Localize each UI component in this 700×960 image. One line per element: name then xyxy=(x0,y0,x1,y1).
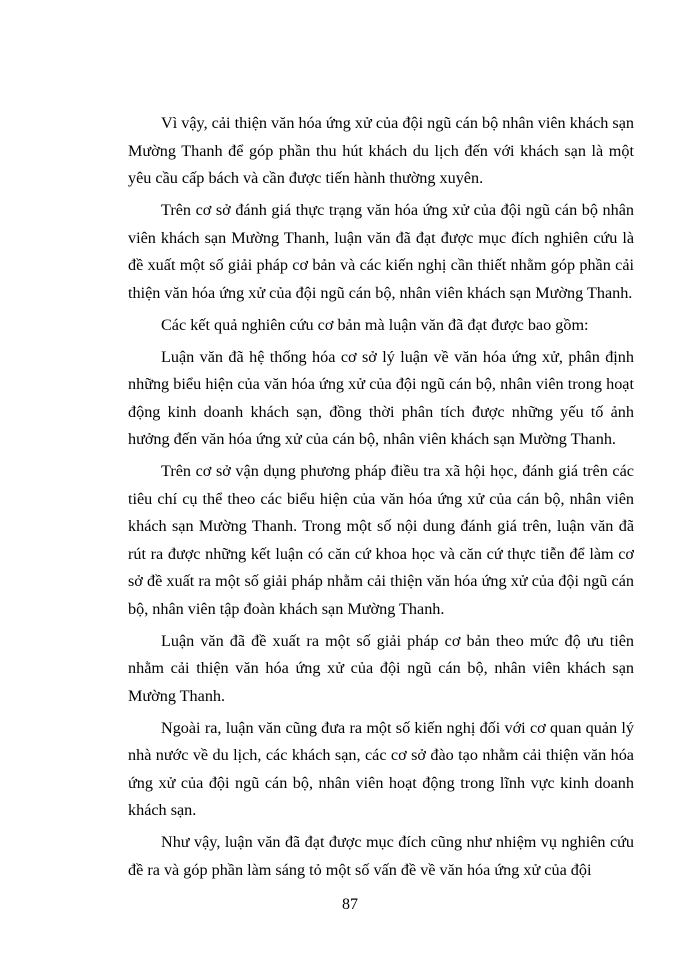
paragraph-2: Trên cơ sở đánh giá thực trạng văn hóa ứng xử của đội ngũ cán bộ nhân viên khách sạn Mường Thanh, luận văn đã đạt được mục đích nghiên cứu là đề xuất một số giải pháp cơ bản và các kiến nghị cần thiết nhằm góp phần cải thiện văn hóa ứng xử của đội ngũ cán bộ, nhân viên khách sạn Mường Thanh. xyxy=(128,201,634,302)
paragraph-3: Các kết quả nghiên cứu cơ bản mà luận văn đã đạt được bao gồm: xyxy=(161,315,589,334)
paragraph-6: Luận văn đã đề xuất ra một số giải pháp cơ bản theo mức độ ưu tiên nhằm cải thiện văn hóa ứng xử của đội ngũ cán bộ, nhân viên khách sạn Mường Thanh. xyxy=(128,631,634,705)
body-text xyxy=(128,110,634,889)
page-number: 87 xyxy=(342,896,358,913)
paragraph-7: Ngoài ra, luận văn cũng đưa ra một số kiến nghị đối với cơ quan quản lý nhà nước về du lịch, các khách sạn, các cơ sở đào tạo nhằm cải thiện văn hóa ứng xử của đội ngũ cán bộ, nhân viên hoạt động trong lĩnh vực kinh doanh khách sạn. xyxy=(128,718,634,819)
paragraph-5: Trên cơ sở vận dụng phương pháp điều tra xã hội học, đánh giá trên các tiêu chí cụ thể theo các biểu hiện của văn hóa ứng xử của cán bộ, nhân viên khách sạn Mường Thanh. Trong một số nội dung đánh giá trên, luận văn đã rút ra được những kết luận có căn cứ khoa học và căn cứ thực tiễn để làm cơ sở đề xuất ra một số giải pháp nhằm cải thiện văn hóa ứng xử của đội ngũ cán bộ, nhân viên tập đoàn khách sạn Mường Thanh. xyxy=(128,462,634,618)
paragraph-8: Như vậy, luận văn đã đạt được mục đích cũng như nhiệm vụ nghiên cứu đề ra và góp phần làm sáng tỏ một số vấn đề về văn hóa ứng xử của đội xyxy=(128,833,634,879)
paragraph-1: Vì vậy, cải thiện văn hóa ứng xử của đội ngũ cán bộ nhân viên khách sạn Mường Thanh để góp phần thu hút khách du lịch đến với khách sạn là một yêu cầu cấp bách và cần được tiến hành thường xuyên. xyxy=(128,114,634,187)
paragraph-4: Luận văn đã hệ thống hóa cơ sở lý luận về văn hóa ứng xử, phân định những biểu hiện của văn hóa ứng xử của đội ngũ cán bộ, nhân viên trong hoạt động kinh doanh khách sạn, đồng thời phân tích được những yếu tố ảnh hưởng đến văn hóa ứng xử của cán bộ, nhân viên khách sạn Mường Thanh. xyxy=(128,347,634,448)
